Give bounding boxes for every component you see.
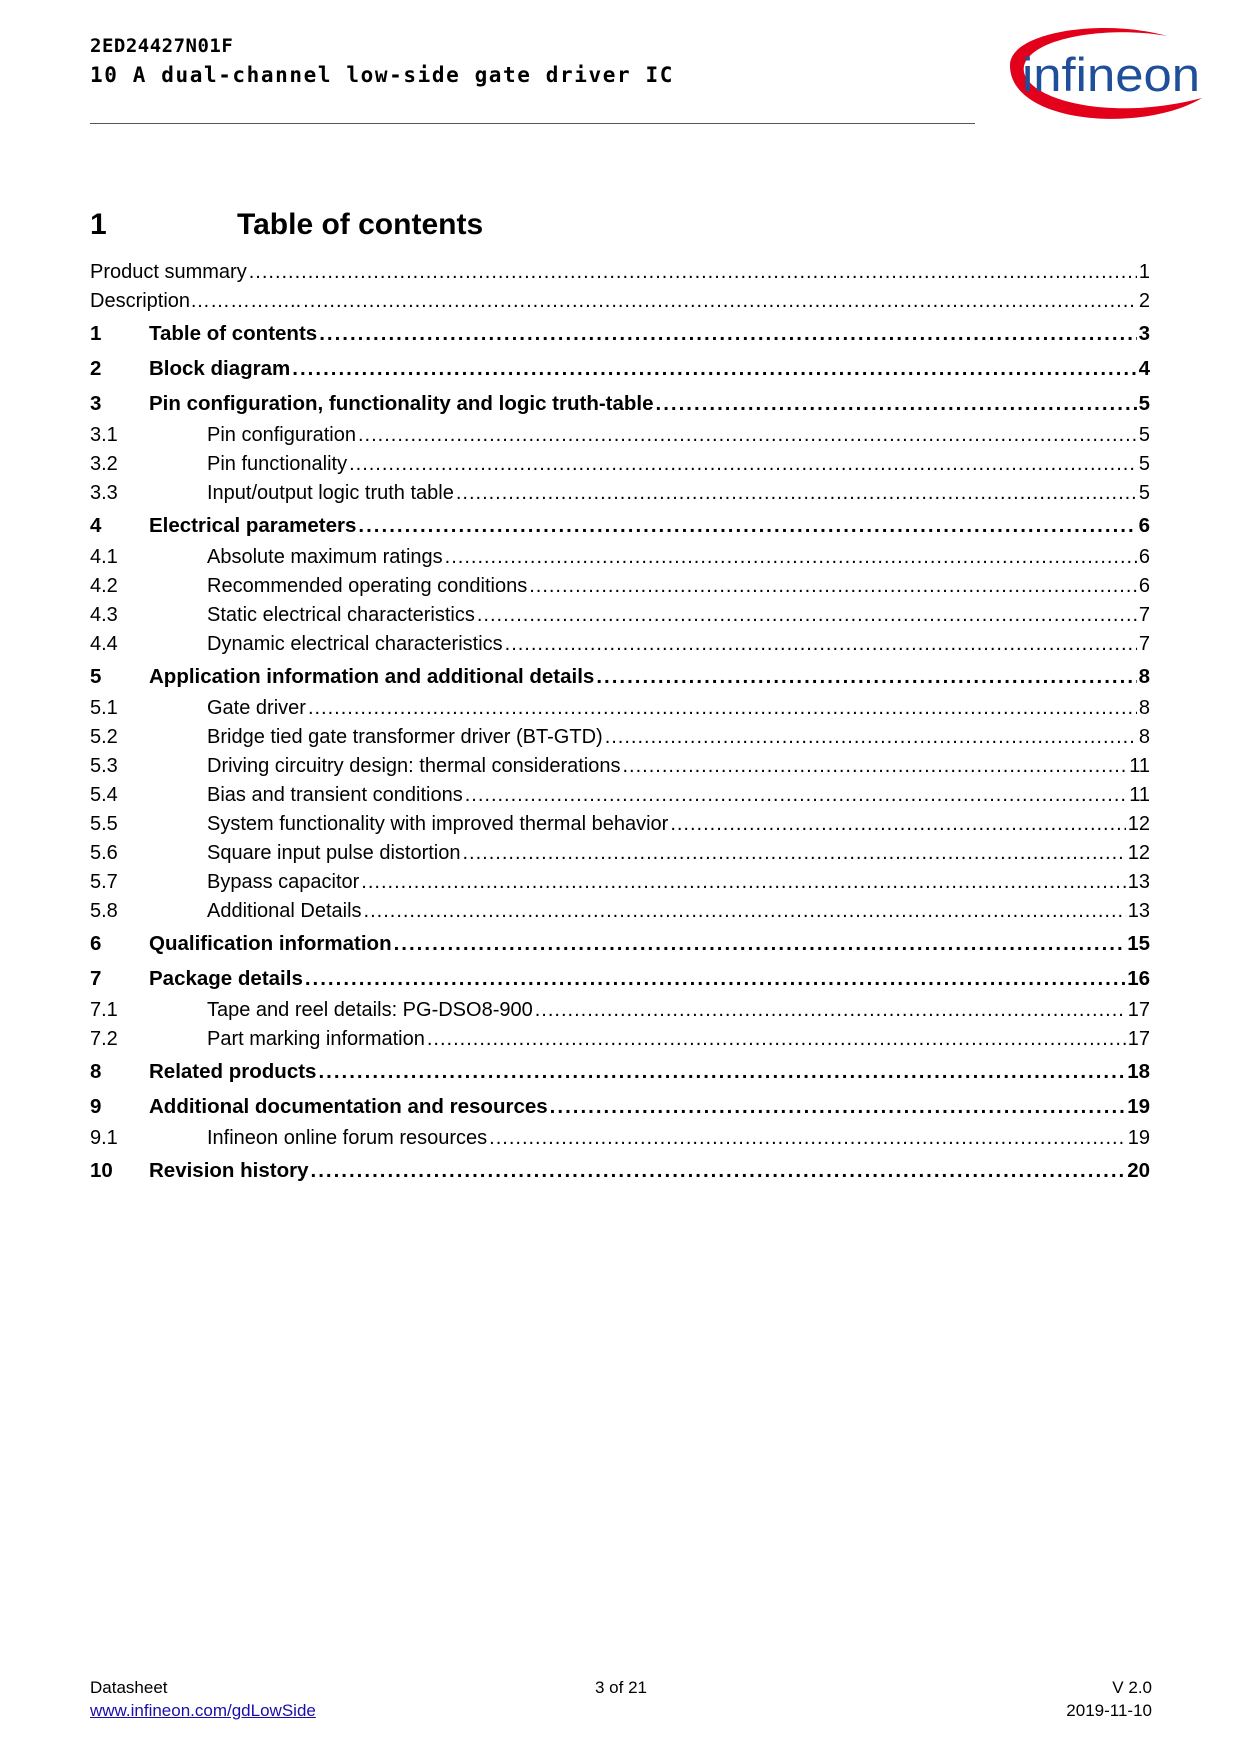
toc-entry-title: Application information and additional details [149, 665, 595, 688]
toc-entry[interactable] [90, 351, 1150, 386]
toc-entry-page: 7 [1138, 633, 1150, 655]
toc-entry-page: 4 [1138, 357, 1150, 380]
toc-dot-leader [656, 386, 1137, 421]
toc-entry-page: 19 [1127, 1127, 1150, 1149]
toc-entry-page: 6 [1138, 575, 1150, 597]
toc-entry-page: 12 [1127, 813, 1150, 835]
toc-entry-title: Gate driver [207, 697, 306, 719]
toc-entry-number: 10 [90, 1159, 113, 1182]
toc-dot-leader [465, 781, 1128, 810]
toc-dot-leader [505, 630, 1137, 659]
toc-entry-title: Block diagram [149, 357, 291, 380]
toc-entry-page: 3 [1138, 322, 1150, 345]
toc-entry-number: 5 [90, 665, 102, 688]
toc-dot-leader [349, 450, 1137, 479]
toc-entry-title: Pin configuration [207, 424, 356, 446]
toc-entry[interactable] [90, 508, 1150, 543]
toc-dot-leader [670, 810, 1125, 839]
toc-dot-leader [361, 868, 1125, 897]
footer-version: V 2.0 [1112, 1678, 1152, 1697]
toc-entry-page: 11 [1129, 784, 1150, 806]
toc-dot-leader [477, 601, 1137, 630]
toc-entry-number: 5.6 [90, 842, 118, 864]
toc-entry-page: 2 [1138, 290, 1150, 312]
toc-entry-number: 1 [90, 322, 102, 345]
toc-entry-page: 15 [1127, 932, 1150, 955]
toc-entry-number: 5.4 [90, 784, 118, 806]
toc-dot-leader [318, 1054, 1125, 1089]
toc-entry-number: 4.3 [90, 604, 118, 626]
toc-entry[interactable] [90, 996, 1150, 1025]
footer-date: 2019-11-10 [1066, 1701, 1152, 1720]
toc-entry-title: Bias and transient conditions [207, 784, 463, 806]
toc-dot-leader [308, 694, 1137, 723]
toc-entry-title: Input/output logic truth table [207, 482, 454, 504]
toc-dot-leader [319, 316, 1136, 351]
toc-entry-page: 7 [1138, 604, 1150, 626]
toc-dot-leader [427, 1025, 1126, 1054]
toc-entry[interactable] [90, 723, 1150, 752]
toc-entry[interactable] [90, 287, 1150, 316]
toc-dot-leader [529, 572, 1137, 601]
toc-entry-number: 9.1 [90, 1127, 118, 1149]
toc-entry-page: 11 [1129, 755, 1150, 777]
section-heading [90, 205, 483, 245]
toc-entry[interactable] [90, 479, 1150, 508]
toc-dot-leader [249, 258, 1137, 287]
toc-entry-title: Table of contents [149, 322, 318, 345]
toc-entry-number: 5.7 [90, 871, 118, 893]
toc-entry-number: 5.1 [90, 697, 118, 719]
toc-dot-leader [292, 351, 1136, 386]
toc-entry-page: 19 [1127, 1095, 1150, 1118]
toc-entry-page: 6 [1138, 514, 1150, 537]
toc-entry-title: Driving circuitry design: thermal considerations [207, 755, 621, 777]
toc-entry[interactable] [90, 1054, 1150, 1089]
toc-entry-title: Additional documentation and resources [149, 1095, 548, 1118]
toc-dot-leader [596, 659, 1136, 694]
toc-entry-number: 4 [90, 514, 102, 537]
toc-entry-page: 12 [1127, 842, 1150, 864]
toc-entry[interactable] [90, 810, 1150, 839]
toc-entry-title: Dynamic electrical characteristics [207, 633, 503, 655]
toc-entry-number: 4.4 [90, 633, 118, 655]
toc-entry-number: 9 [90, 1095, 102, 1118]
section-title: Table of contents [237, 208, 484, 241]
toc-entry-number: 5.5 [90, 813, 118, 835]
toc-dot-leader [305, 961, 1125, 996]
toc-entry-number: 2 [90, 357, 102, 380]
document-id: 2ED24427N01F [90, 35, 234, 57]
toc-entry-number: 5.8 [90, 900, 118, 922]
toc-entry[interactable] [90, 961, 1150, 996]
toc-entry-page: 18 [1127, 1060, 1150, 1083]
toc-entry-number: 4.2 [90, 575, 118, 597]
toc-entry-number: 7 [90, 967, 102, 990]
toc-dot-leader [358, 508, 1136, 543]
toc-entry-title: Static electrical characteristics [207, 604, 475, 626]
toc-entry-title: Bypass capacitor [207, 871, 360, 893]
toc-entry-page: 6 [1138, 546, 1150, 568]
toc-entry[interactable] [90, 659, 1150, 694]
toc-entry-title: Pin configuration, functionality and logic truth-table [149, 392, 654, 415]
toc-entry[interactable] [90, 316, 1150, 351]
toc-entry[interactable] [90, 572, 1150, 601]
toc-dot-leader [445, 543, 1137, 572]
toc-entry[interactable] [90, 1025, 1150, 1054]
toc-entry-page: 8 [1138, 697, 1150, 719]
toc-entry-title: Related products [149, 1060, 317, 1083]
footer-link[interactable]: www.infineon.com/gdLowSide [90, 1701, 316, 1720]
table-of-contents [90, 258, 1150, 1188]
toc-dot-leader [456, 479, 1137, 508]
footer-page-indicator: 3 of 21 [595, 1678, 647, 1697]
toc-entry[interactable] [90, 839, 1150, 868]
toc-dot-leader [364, 897, 1126, 926]
toc-entry[interactable] [90, 781, 1150, 810]
toc-entry-page: 1 [1138, 261, 1150, 283]
toc-entry-title: Electrical parameters [149, 514, 357, 537]
toc-entry-page: 5 [1138, 453, 1150, 475]
toc-entry[interactable] [90, 386, 1150, 421]
toc-entry-number: 3.3 [90, 482, 118, 504]
toc-dot-leader [535, 996, 1126, 1025]
toc-entry[interactable] [90, 1153, 1150, 1188]
toc-dot-leader [303, 287, 1137, 316]
toc-entry[interactable] [90, 421, 1150, 450]
toc-dot-leader [623, 752, 1128, 781]
toc-entry-number: 8 [90, 1060, 102, 1083]
toc-dot-leader [394, 926, 1126, 961]
toc-entry-number: 3 [90, 392, 102, 415]
toc-entry-page: 8 [1138, 726, 1150, 748]
toc-entry-page: 17 [1127, 999, 1150, 1021]
toc-entry[interactable] [90, 868, 1150, 897]
toc-dot-leader [489, 1124, 1126, 1153]
toc-entry-title: System functionality with improved thermal behavior [207, 813, 669, 835]
toc-entry[interactable] [90, 601, 1150, 630]
logo-wordmark: infineon [1022, 48, 1200, 101]
toc-entry-number: 3.1 [90, 424, 118, 446]
footer-doc-type: Datasheet [90, 1678, 168, 1697]
toc-entry-page: 20 [1127, 1159, 1150, 1182]
toc-entry-title: Recommended operating conditions [207, 575, 528, 597]
toc-entry[interactable] [90, 897, 1150, 926]
header-divider [90, 123, 975, 124]
toc-dot-leader [311, 1153, 1126, 1188]
toc-entry[interactable] [90, 258, 1150, 287]
toc-entry-title: Product summary [90, 261, 247, 283]
toc-entry-title: Package details [149, 967, 303, 990]
toc-entry-title: Description…………….. [90, 290, 302, 312]
toc-entry-title: Revision history [149, 1159, 309, 1182]
toc-entry-number: 5.3 [90, 755, 118, 777]
toc-entry[interactable] [90, 1089, 1150, 1124]
toc-entry-title: Square input pulse distortion [207, 842, 461, 864]
toc-entry-title: Additional Details [207, 900, 362, 922]
toc-entry-number: 7.2 [90, 1028, 118, 1050]
toc-entry-page: 13 [1127, 871, 1150, 893]
toc-entry[interactable] [90, 630, 1150, 659]
section-number: 1 [90, 208, 107, 241]
toc-entry[interactable] [90, 543, 1150, 572]
toc-entry-title: Tape and reel details: PG-DSO8-900 [207, 999, 533, 1021]
toc-entry-title: Bridge tied gate transformer driver (BT-GTD) [207, 726, 603, 748]
toc-entry[interactable] [90, 450, 1150, 479]
toc-entry-page: 8 [1138, 665, 1150, 688]
toc-entry-title: Infineon online forum resources [207, 1127, 488, 1149]
toc-entry-number: 5.2 [90, 726, 118, 748]
document-header [90, 32, 674, 90]
toc-entry-number: 6 [90, 932, 102, 955]
toc-entry-number: 7.1 [90, 999, 118, 1021]
toc-entry[interactable] [90, 694, 1150, 723]
toc-entry-number: 3.2 [90, 453, 118, 475]
toc-entry-page: 13 [1127, 900, 1150, 922]
toc-entry-page: 5 [1138, 482, 1150, 504]
toc-entry[interactable] [90, 752, 1150, 781]
toc-dot-leader [605, 723, 1137, 752]
toc-entry-page: 5 [1138, 424, 1150, 446]
document-subtitle: 10 A dual-channel low-side gate driver IC [90, 63, 674, 87]
toc-dot-leader [358, 421, 1137, 450]
toc-entry[interactable] [90, 926, 1150, 961]
toc-entry-page: 16 [1127, 967, 1150, 990]
toc-entry-title: Qualification information [149, 932, 392, 955]
toc-entry-number: 4.1 [90, 546, 118, 568]
toc-entry-page: 17 [1127, 1028, 1150, 1050]
toc-entry[interactable] [90, 1124, 1150, 1153]
toc-entry-page: 5 [1138, 392, 1150, 415]
toc-dot-leader [463, 839, 1126, 868]
infineon-logo [992, 24, 1212, 128]
toc-entry-title: Part marking information [207, 1028, 425, 1050]
toc-dot-leader [550, 1089, 1126, 1124]
toc-entry-title: Pin functionality [207, 453, 348, 475]
toc-entry-title: Absolute maximum ratings [207, 546, 443, 568]
